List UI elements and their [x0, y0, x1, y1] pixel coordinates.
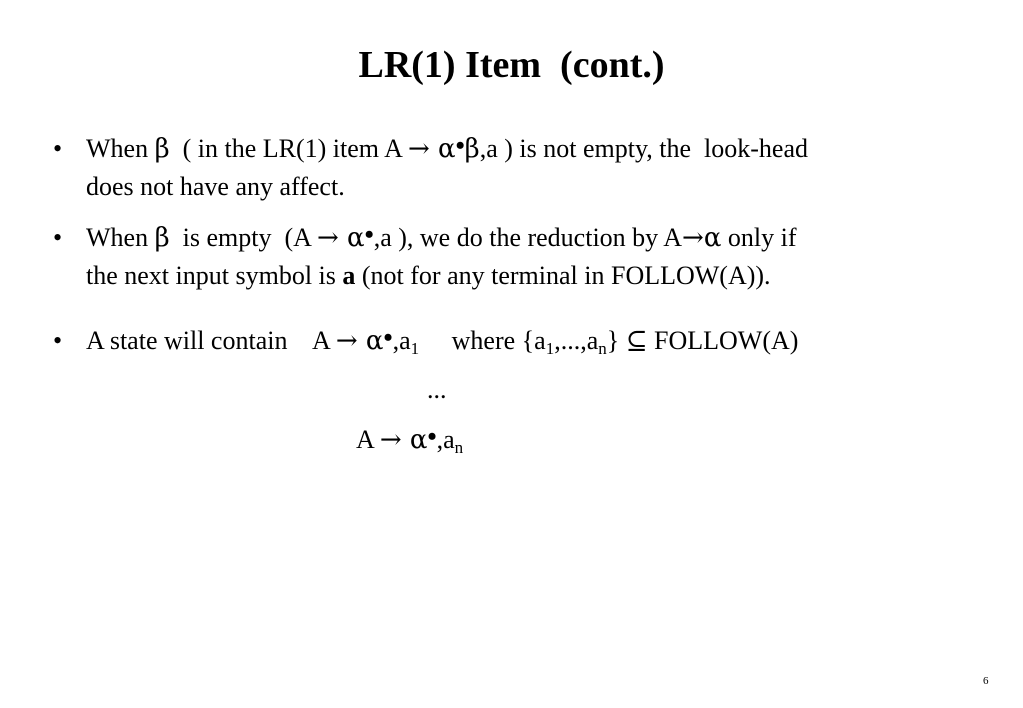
- beta-symbol: β: [464, 134, 480, 164]
- text: ,a: [436, 425, 455, 454]
- arrow-symbol: →: [316, 223, 339, 253]
- text: FOLLOW(A): [647, 326, 799, 355]
- text: A state will contain A: [86, 326, 336, 355]
- text: ( in the LR(1) item A: [169, 134, 408, 163]
- text: ,a ), we do the reduction by A: [373, 223, 683, 252]
- item-dot: •: [455, 131, 465, 160]
- subscript: 1: [410, 339, 420, 358]
- arrow-symbol: →: [407, 134, 430, 164]
- alpha-symbol: α: [401, 425, 428, 455]
- text: the next input symbol is: [86, 261, 343, 290]
- subscript: n: [598, 339, 607, 358]
- alpha-symbol: α: [429, 134, 456, 164]
- beta-symbol: β: [154, 134, 170, 164]
- item-dot: •: [383, 323, 393, 352]
- alpha-symbol: α: [703, 223, 722, 253]
- text: A: [356, 425, 380, 454]
- bullet-1-line-1: [86, 130, 986, 168]
- arrow-symbol: →: [379, 425, 402, 455]
- beta-symbol: β: [154, 223, 170, 253]
- alpha-symbol: α: [357, 326, 384, 356]
- text: (not for any terminal in FOLLOW(A)).: [355, 261, 771, 290]
- item-dot: •: [364, 220, 374, 249]
- item-dot: •: [427, 422, 437, 451]
- text: is empty (A: [169, 223, 317, 252]
- subscript: n: [454, 438, 464, 457]
- slide-title: LR(1) Item (cont.): [358, 44, 665, 86]
- bullet-3-line-1: [86, 322, 986, 360]
- bullet-marker-3: •: [53, 326, 63, 355]
- text: When: [86, 134, 155, 163]
- alpha-symbol: α: [338, 223, 365, 253]
- text: }: [606, 326, 626, 355]
- bullet-1-line-2: does not have any affect.: [86, 172, 345, 201]
- bullet-2-line-1: [86, 219, 986, 257]
- text: ,...,a: [554, 326, 599, 355]
- subset-symbol: ⊆: [625, 326, 648, 356]
- page-number: 6: [983, 675, 989, 687]
- subscript: 1: [545, 339, 555, 358]
- bullet-2-line-2: [86, 257, 986, 295]
- text: where {a: [419, 326, 546, 355]
- text: ,a: [392, 326, 411, 355]
- bold-terminal-a: a: [342, 261, 356, 290]
- text: ,a ) is not empty, the look-head: [479, 134, 808, 163]
- arrow-symbol: →: [335, 326, 358, 356]
- bullet-marker-1: •: [53, 134, 63, 163]
- text: only if: [721, 223, 797, 252]
- bullet-marker-2: •: [53, 223, 63, 252]
- bullet-3-last-item: [356, 421, 463, 459]
- text: When: [86, 223, 155, 252]
- arrow-symbol: →: [682, 223, 704, 253]
- ellipsis: ...: [427, 375, 447, 404]
